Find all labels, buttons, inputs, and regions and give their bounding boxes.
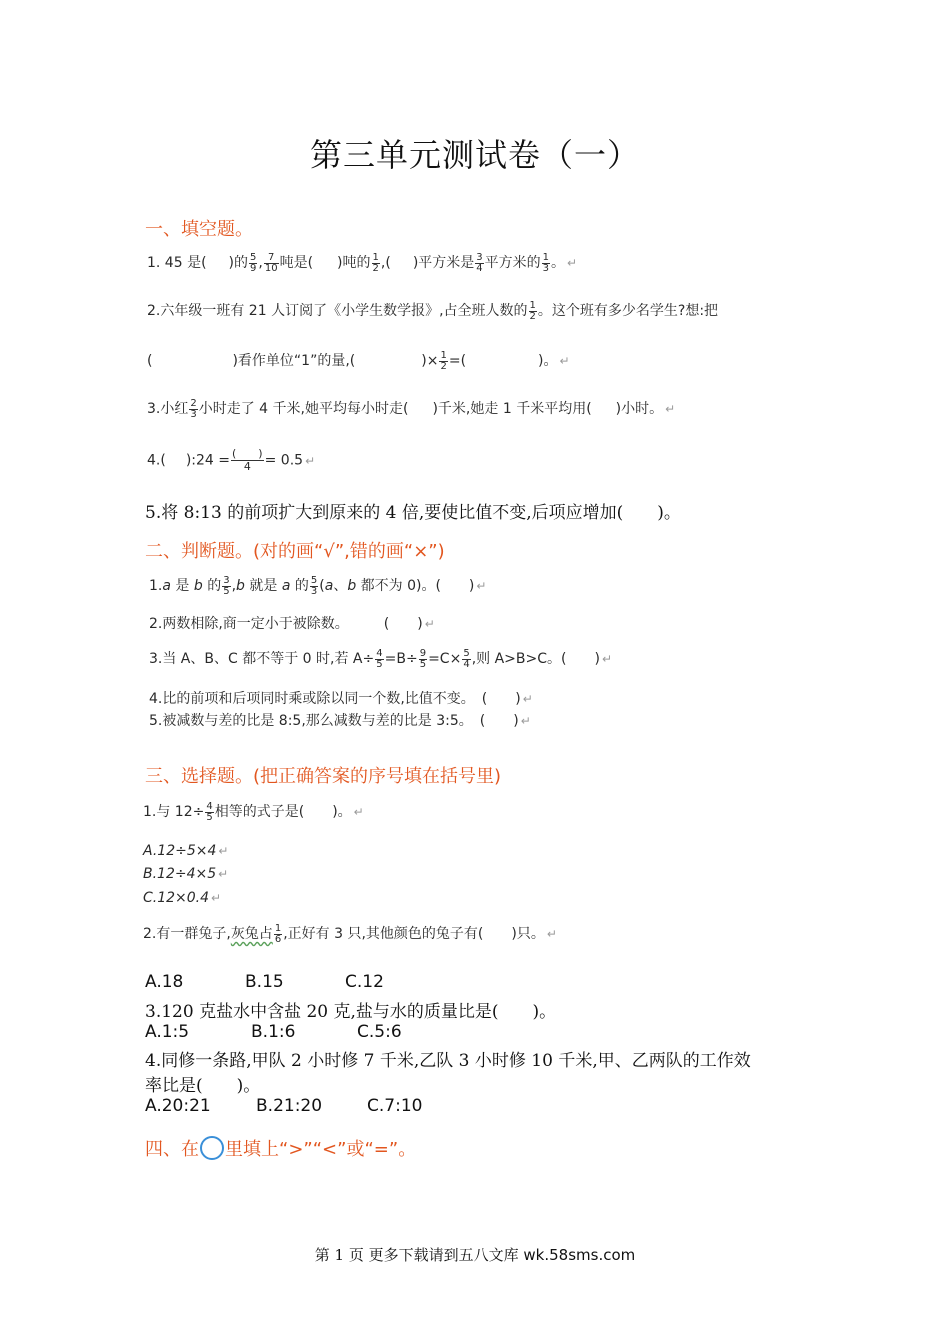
fill-question-4: 4.( ):24 = $\frac{( )}{4}$ = 0.5 ↵ xyxy=(147,447,316,473)
fraction: $\frac{5}{4}$ xyxy=(463,647,470,670)
choice-3-options xyxy=(145,1022,402,1042)
paragraph-mark: ↵ xyxy=(476,579,487,593)
fraction: $\frac{1}{2}$ xyxy=(440,349,447,372)
paragraph-mark: ↵ xyxy=(520,714,531,728)
choice-question-2: 2.有一群兔子,灰兔占 $\frac{1}{6}$ ,正好有 3 只,其他颜色的兔子有( )只。 ↵ xyxy=(143,922,557,945)
choice-1-option-a: A.12÷5×4 ↵ xyxy=(143,843,229,859)
choice-4-option-c: C.7:10 xyxy=(367,1096,423,1116)
choice-question-3: 3.120 克盐水中含盐 20 克,盐与水的质量比是( )。 xyxy=(145,1002,557,1022)
page-footer: 第 1 页 更多下载请到五八文库 wk.58sms.com xyxy=(314,1246,636,1264)
judge-question-1: 1.a 是 b 的 $\frac{3}{5}$ ,b 就是 a 的 $\frac{5}{3}$ (a、b 都不为 0)。( ) ↵ xyxy=(149,574,487,597)
paragraph-mark: ↵ xyxy=(665,402,676,416)
paragraph-mark: ↵ xyxy=(305,453,316,468)
fraction: $\frac{1}{2}$ xyxy=(372,251,379,274)
fill-question-2-line-2: ( )看作单位“1”的量,( )× $\frac{1}{2}$ =( )。 ↵ xyxy=(147,349,570,372)
footer-link[interactable]: wk.58sms.com xyxy=(523,1246,636,1264)
choice-3-option-b: B.1:6 xyxy=(251,1022,296,1042)
paragraph-mark: ↵ xyxy=(353,805,364,819)
choice-1-option-c: C.12×0.4 ↵ xyxy=(143,890,222,906)
fill-question-1: 1. 45 是( )的 $\frac{5}{9}$ , $\frac{7}{10}$ 吨是( )吨的 $\frac{1}{2}$ ,( )平方米是 $\frac{3}{4}$ 平方米的 $\frac{1}{3}$ 。 ↵ xyxy=(147,251,578,274)
paragraph-mark: ↵ xyxy=(522,692,533,706)
page-title: 第三单元测试卷（一） xyxy=(309,136,640,174)
section-3-heading: 三、选择题。(把正确答案的序号填在括号里) xyxy=(145,766,502,787)
fraction: $\frac{4}{5}$ xyxy=(376,647,383,670)
choice-3-option-c: C.5:6 xyxy=(357,1022,402,1042)
fraction: $\frac{( )}{4}$ xyxy=(232,447,263,473)
fill-question-3: 3.小红 $\frac{2}{3}$ 小时走了 4 千米,她平均每小时走( )千米,她走 1 千米平均用( )小时。 ↵ xyxy=(147,397,676,420)
circle-icon xyxy=(200,1136,224,1160)
choice-question-4-line-1: 4.同修一条路,甲队 2 小时修 7 千米,乙队 3 小时修 10 千米,甲、乙两队的工作效 xyxy=(145,1051,751,1071)
fraction: $\frac{5}{9}$ xyxy=(250,251,257,274)
fill-question-5: 5.将 8:13 的前项扩大到原来的 4 倍,要使比值不变,后项应增加( )。 xyxy=(145,503,681,523)
fraction: $\frac{4}{5}$ xyxy=(206,800,213,823)
choice-4-option-a: A.20:21 xyxy=(145,1096,211,1116)
fraction: $\frac{2}{3}$ xyxy=(190,397,197,420)
fraction: $\frac{3}{5}$ xyxy=(223,574,230,597)
fraction: $\frac{3}{4}$ xyxy=(476,251,483,274)
choice-2-option-a: A.18 xyxy=(145,972,184,992)
fraction: $\frac{1}{2}$ xyxy=(529,299,536,322)
judge-question-5: 5.被减数与差的比是 8:5,那么减数与差的比是 3:5。 ( ) ↵ xyxy=(149,713,531,729)
fraction: $\frac{1}{3}$ xyxy=(542,251,550,274)
paragraph-mark: ↵ xyxy=(424,617,435,631)
choice-question-1: 1.与 12÷ $\frac{4}{5}$ 相等的式子是( )。 ↵ xyxy=(143,800,364,823)
judge-question-3: 3.当 A、B、C 都不等于 0 时,若 A÷ $\frac{4}{5}$ =B÷ $\frac{9}{5}$ =C× $\frac{5}{4}$ ,则 A>B>C。( ) ↵ xyxy=(149,647,612,670)
choice-2-options xyxy=(145,972,384,992)
choice-4-option-b: B.21:20 xyxy=(256,1096,323,1116)
fraction: $\frac{5}{3}$ xyxy=(310,574,318,597)
fill-question-2-line-1: 2.六年级一班有 21 人订阅了《小学生数学报》,占全班人数的 $\frac{1}{2}$ 。这个班有多少名学生?想:把 xyxy=(147,299,719,322)
choice-2-option-b: B.15 xyxy=(245,972,284,992)
choice-1-option-b: B.12÷4×5 ↵ xyxy=(143,866,229,882)
choice-2-option-c: C.12 xyxy=(345,972,384,992)
fraction: $\frac{1}{6}$ xyxy=(274,922,282,945)
section-1-heading: 一、填空题。 xyxy=(145,219,253,240)
judge-question-2: 2.两数相除,商一定小于被除数。 ( ) ↵ xyxy=(149,616,435,632)
fraction: $\frac{7}{10}$ xyxy=(264,251,278,274)
fraction: $\frac{9}{5}$ xyxy=(419,647,427,670)
section-2-heading: 二、判断题。(对的画“√”,错的画“×”) xyxy=(145,541,445,562)
paragraph-mark: ↵ xyxy=(567,256,578,270)
section-4-heading: 四、在 里填上“>”“<”或“=”。 xyxy=(145,1135,416,1161)
paragraph-mark: ↵ xyxy=(546,927,557,941)
paragraph-mark: ↵ xyxy=(559,354,570,368)
choice-question-4-line-2: 率比是( )。 xyxy=(145,1076,261,1096)
choice-4-options xyxy=(145,1096,422,1116)
judge-question-4: 4.比的前项和后项同时乘或除以同一个数,比值不变。 ( ) ↵ xyxy=(149,691,533,707)
paragraph-mark: ↵ xyxy=(601,652,612,666)
choice-3-option-a: A.1:5 xyxy=(145,1022,190,1042)
